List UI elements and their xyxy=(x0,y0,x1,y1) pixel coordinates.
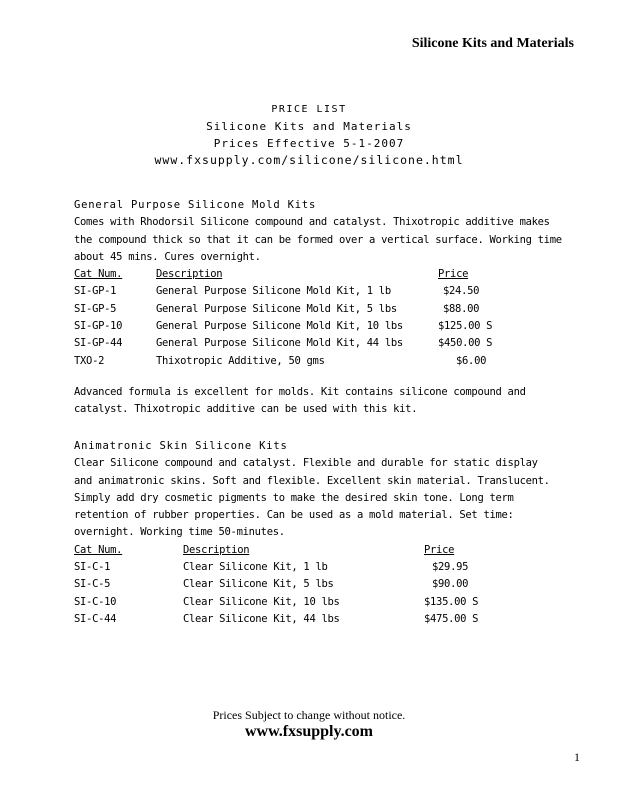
table-row xyxy=(74,353,492,370)
cat-num-cell: SI-GP-10 xyxy=(74,320,123,333)
price-cell: $6.00 xyxy=(456,354,487,367)
description-cell: General Purpose Silicone Mold Kit, 10 lbs xyxy=(156,320,403,333)
column-header-cat-num xyxy=(74,542,183,559)
table-header-row xyxy=(74,542,478,559)
column-header-price xyxy=(438,266,492,283)
cat-num-cell: TXO-2 xyxy=(74,354,105,367)
column-header-label: Description xyxy=(183,543,250,556)
description-line: overnight. Working time 50-minutes. xyxy=(74,526,285,539)
price-cell: $135.00 S xyxy=(424,595,479,608)
price-table xyxy=(74,266,492,370)
note-line: Advanced formula is excellent for molds. Kit contains silicone compound and xyxy=(74,385,526,398)
cat-num-cell: SI-C-10 xyxy=(74,595,117,608)
description-cell: Thixotropic Additive, 50 gms xyxy=(156,354,325,367)
section-note xyxy=(74,384,594,419)
section-description xyxy=(74,214,594,266)
description-cell: Clear Silicone Kit, 5 lbs xyxy=(183,578,334,591)
description-line: retention of rubber properties. Can be used as a mold material. Set time: xyxy=(74,509,514,522)
cat-num-cell: SI-C-44 xyxy=(74,612,117,625)
cat-num-cell: SI-GP-44 xyxy=(74,337,123,350)
cat-num-cell: SI-C-1 xyxy=(74,561,111,574)
section-heading: Animatronic Skin Silicone Kits xyxy=(74,440,288,452)
section-description xyxy=(74,455,594,541)
table-row xyxy=(74,283,492,300)
page-footer xyxy=(0,708,618,742)
page-header-title: Silicone Kits and Materials xyxy=(411,36,574,51)
table-row xyxy=(74,559,478,576)
footer-website: www.fxsupply.com xyxy=(244,723,374,740)
price-cell: $88.00 xyxy=(443,302,480,315)
price-cell: $450.00 S xyxy=(438,337,493,350)
description-cell: Clear Silicone Kit, 1 lb xyxy=(183,561,328,574)
column-header-label: Cat Num. xyxy=(74,268,123,281)
column-header-label: Price xyxy=(424,543,455,556)
description-cell: Clear Silicone Kit, 10 lbs xyxy=(183,595,340,608)
table-row xyxy=(74,611,478,628)
page-number: 1 xyxy=(574,750,580,764)
description-line: about 45 mins. Cures overnight. xyxy=(74,250,261,263)
column-header-label: Cat Num. xyxy=(74,543,123,556)
price-list-url: www.fxsupply.com/silicone/silicone.html xyxy=(154,153,464,167)
description-cell: General Purpose Silicone Mold Kit, 44 lbs xyxy=(156,337,403,350)
column-header-description xyxy=(183,542,424,559)
price-change-notice: Prices Subject to change without notice. xyxy=(212,708,406,722)
table-row xyxy=(74,576,478,593)
price-cell: $125.00 S xyxy=(438,320,493,333)
column-header-label: Price xyxy=(438,268,469,281)
cat-num-cell: SI-C-5 xyxy=(74,578,111,591)
price-table xyxy=(74,542,478,628)
table-row xyxy=(74,301,492,318)
description-cell: General Purpose Silicone Mold Kit, 1 lb xyxy=(156,285,391,298)
price-cell: $90.00 xyxy=(432,578,469,591)
description-line: the compound thick so that it can be formed over a vertical surface. Working time xyxy=(74,233,562,246)
cat-num-cell: SI-GP-5 xyxy=(74,302,117,315)
column-header-price xyxy=(424,542,478,559)
description-line: Comes with Rhodorsil Silicone compound and catalyst. Thixotropic additive makes xyxy=(74,216,550,229)
general-purpose-section xyxy=(74,197,594,419)
prices-effective-date: Prices Effective 5-1-2007 xyxy=(213,137,405,150)
price-cell: $475.00 S xyxy=(424,612,479,625)
description-cell: General Purpose Silicone Mold Kit, 5 lbs xyxy=(156,302,397,315)
price-list-heading: PRICE LIST xyxy=(271,104,347,115)
description-line: and animatronic skins. Soft and flexible. Excellent skin material. Translucent. xyxy=(74,474,550,487)
table-header-row xyxy=(74,266,492,283)
animatronic-skin-section xyxy=(74,438,594,628)
description-cell: Clear Silicone Kit, 44 lbs xyxy=(183,612,340,625)
column-header-description xyxy=(156,266,438,283)
price-cell: $24.50 xyxy=(443,285,480,298)
table-row xyxy=(74,335,492,352)
column-header-label: Description xyxy=(156,268,223,281)
description-line: Simply add dry cosmetic pigments to make the desired skin tone. Long term xyxy=(74,491,514,504)
table-row xyxy=(74,594,478,611)
table-row xyxy=(74,318,492,335)
section-heading: General Purpose Silicone Mold Kits xyxy=(74,199,317,211)
price-list-title-block xyxy=(0,101,618,169)
description-line: Clear Silicone compound and catalyst. Flexible and durable for static display xyxy=(74,457,538,470)
note-line: catalyst. Thixotropic additive can be used with this kit. xyxy=(74,403,418,416)
cat-num-cell: SI-GP-1 xyxy=(74,285,117,298)
price-cell: $29.95 xyxy=(432,561,469,574)
price-list-subtitle: Silicone Kits and Materials xyxy=(206,120,412,133)
column-header-cat-num xyxy=(74,266,156,283)
